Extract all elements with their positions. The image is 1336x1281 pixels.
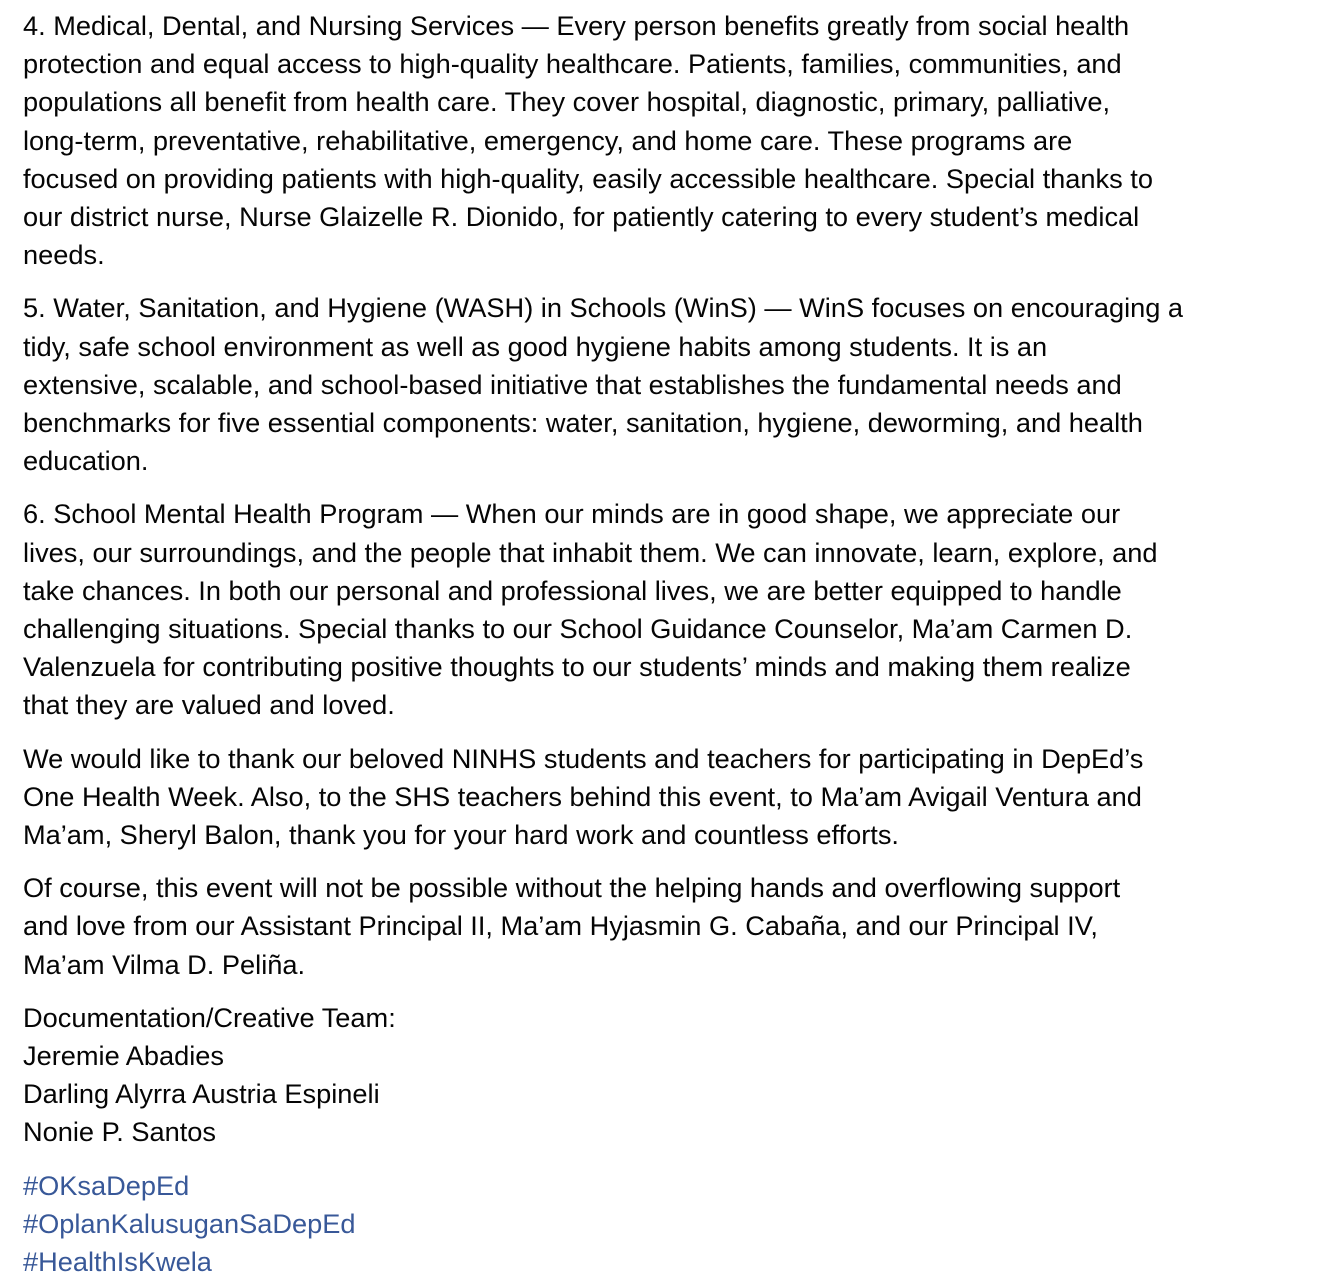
team-member: Nonie P. Santos (23, 1116, 216, 1148)
text-line: One Health Week. Also, to the SHS teachers behind this event, to Ma’am Avigail Ventura and (23, 780, 1142, 812)
hashtag-link-oplankalusugansadeped[interactable]: #OplanKalusuganSaDepEd (23, 1207, 356, 1239)
text-line: Valenzuela for contributing positive thoughts to our students’ minds and making them realize (23, 651, 1131, 683)
hashtag-link-healthiskwela[interactable]: #HealthIsKwela (23, 1246, 212, 1278)
hashtag-list (23, 1167, 1326, 1281)
text-line: Of course, this event will not be possible without the helping hands and overflowing support (23, 872, 1121, 904)
text-line: take chances. In both our personal and professional lives, we are better equipped to handle (23, 574, 1122, 606)
text-line: long-term, preventative, rehabilitative, emergency, and home care. These programs are (23, 124, 1073, 156)
text-line: tidy, safe school environment as well as good hygiene habits among students. It is an (23, 330, 1048, 362)
post-paragraph-support (23, 869, 1326, 984)
text-line: our district nurse, Nurse Glaizelle R. Dionido, for patiently catering to every student’s medical (23, 201, 1140, 233)
creative-team-credits (23, 999, 1326, 1152)
team-member: Darling Alyrra Austria Espineli (23, 1078, 380, 1110)
text-line: protection and equal access to high-quality healthcare. Patients, families, communities, and (23, 48, 1122, 80)
text-line: 5. Water, Sanitation, and Hygiene (WASH) in Schools (WinS) — WinS focuses on encouraging a (23, 292, 1184, 324)
text-line: needs. (23, 239, 105, 271)
text-line: that they are valued and loved. (23, 689, 395, 721)
text-line: populations all benefit from health care. They cover hospital, diagnostic, primary, palliative, (23, 86, 1111, 118)
text-line: focused on providing patients with high-quality, easily accessible healthcare. Special thanks to (23, 162, 1153, 194)
post-paragraph-medical-services (23, 7, 1326, 274)
post-paragraph-wins (23, 289, 1326, 480)
post-paragraph-mental-health (23, 495, 1326, 724)
text-line: education. (23, 445, 149, 477)
team-heading: Documentation/Creative Team: (23, 1001, 396, 1033)
text-line: We would like to thank our beloved NINHS students and teachers for participating in DepEd’s (23, 742, 1144, 774)
text-line: Ma’am, Sheryl Balon, thank you for your hard work and countless efforts. (23, 819, 899, 851)
text-line: and love from our Assistant Principal II, Ma’am Hyjasmin G. Cabaña, and our Principal IV, (23, 910, 1098, 942)
hashtag-link-oksadeped[interactable]: #OKsaDepEd (23, 1169, 190, 1201)
text-line: 4. Medical, Dental, and Nursing Services — Every person benefits greatly from social health (23, 10, 1130, 41)
text-line: Ma’am Vilma D. Peliña. (23, 948, 306, 980)
text-line: 6. School Mental Health Program — When our minds are in good shape, we appreciate our (23, 498, 1121, 530)
text-line: benchmarks for five essential components: water, sanitation, hygiene, deworming, and health (23, 407, 1143, 439)
post-paragraph-thanks (23, 740, 1326, 855)
text-line: lives, our surroundings, and the people that inhabit them. We can innovate, learn, explore, and (23, 536, 1158, 568)
text-line: challenging situations. Special thanks to our School Guidance Counselor, Ma’am Carmen D. (23, 613, 1133, 645)
team-member: Jeremie Abadies (23, 1040, 224, 1072)
text-line: extensive, scalable, and school-based initiative that establishes the fundamental needs and (23, 368, 1122, 400)
